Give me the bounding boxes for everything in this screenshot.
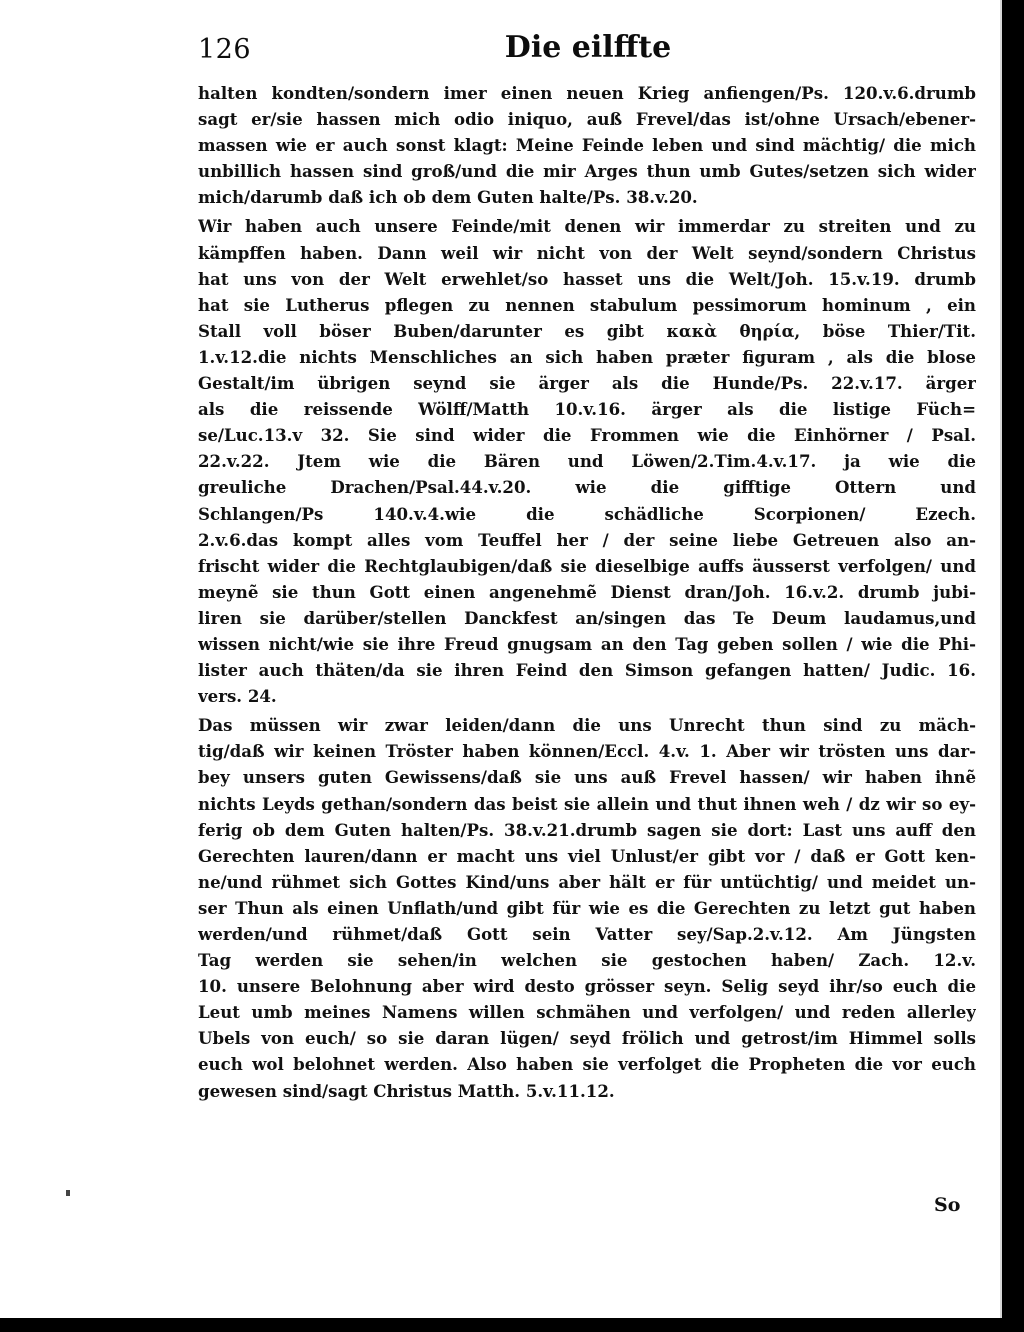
text-line: Schlangen/Ps 140.v.4.wie die schädliche Scorpionen/ Ezech. (198, 503, 976, 524)
text-line: als die reissende Wölff/Matth 10.v.16. ärger als die listige Füch= (198, 399, 976, 420)
text-line: ferig ob dem Guten halten/Ps. 38.v.21.drumb sagen sie dort: Last uns auff den (198, 819, 976, 840)
text-line: lister auch thäten/da sie ihren Feind den Simson gefangen hatten/ Judic. 16. (198, 660, 976, 681)
paragraph (198, 213, 976, 709)
text-line: 10. unsere Belohnung aber wird desto grösser seyn. Selig seyd ihr/so euch die (198, 976, 976, 997)
text-line: ser Thun als einen Unflath/und gibt für wie es die Gerechten zu letzt gut haben (198, 897, 976, 918)
text-line: se/Luc.13.v 32. Sie sind wider die Frommen wie die Einhörner / Psal. (198, 425, 976, 446)
text-line: unbillich hassen sind groß/und die mir Arges thun umb Gutes/setzen sich wider (198, 161, 976, 182)
text-line: kämpffen haben. Dann weil wir nicht von der Welt seynd/sondern Christus (198, 242, 976, 263)
text-line: 22.v.22. Jtem wie die Bären und Löwen/2.Tim.4.v.17. ja wie die (198, 451, 976, 472)
text-line: euch wol belohnet werden. Also haben sie verfolget die Propheten die vor euch (198, 1054, 976, 1075)
text-line: hat uns von der Welt erwehlet/so hasset uns die Welt/Joh. 15.v.19. drumb (198, 268, 976, 289)
text-line: vers. 24. (198, 686, 277, 707)
text-line: meynẽ sie thun Gott einen angenehmẽ Dienst dran/Joh. 16.v.2. drumb jubi- (198, 581, 976, 602)
text-line: greuliche Drachen/Psal.44.v.20. wie die gifftige Ottern und (198, 477, 976, 498)
text-line: Gerechten lauren/dann er macht uns viel Unlust/er gibt vor / daß er Gott ken- (198, 845, 976, 866)
text-line: mich/darumb daß ich ob dem Guten halte/Ps. 38.v.20. (198, 187, 698, 208)
margin-mark (66, 1190, 70, 1196)
text-line: massen wie er auch sonst klagt: Meine Feinde leben und sind mächtig/ die mich (198, 135, 976, 156)
text-line: liren sie darüber/stellen Danckfest an/singen das Te Deum laudamus,und (198, 607, 976, 628)
text-line: Ubels von euch/ so sie daran lügen/ seyd frölich und getrost/im Himmel solls (198, 1028, 976, 1049)
text-line: gewesen sind/sagt Christus Matth. 5.v.11.12. (198, 1080, 615, 1101)
text-line: ne/und rühmet sich Gottes Kind/uns aber hält er für untüchtig/ und meidet un- (198, 871, 976, 892)
text-line: halten kondten/sondern imer einen neuen Krieg anfiengen/Ps. 120.v.6.drumb (198, 83, 976, 103)
text-line: hat sie Lutherus pflegen zu nennen stabulum pessimorum hominum , ein (198, 294, 976, 315)
body-text (198, 80, 976, 1210)
page-number: 126 (198, 34, 252, 65)
text-line: wissen nicht/wie sie ihre Freud gnugsam an den Tag geben sollen / wie die Phi- (198, 633, 976, 654)
text-line: Tag werden sie sehen/in welchen sie gestochen haben/ Zach. 12.v. (198, 950, 976, 971)
text-line: Leut umb meines Namens willen schmähen und verfolgen/ und reden allerley (198, 1002, 976, 1023)
running-head: Die eilffte (504, 30, 672, 65)
text-line: frischt wider die Rechtglaubigen/daß sie dieselbige auffs äusserst verfolgen/ und (198, 555, 976, 576)
text-line: Stall voll böser Buben/darunter es gibt κακὰ θηρία, böse Thier/Tit. (198, 320, 976, 341)
text-line: Wir haben auch unsere Feinde/mit denen wir immerdar zu streiten und zu (198, 216, 976, 237)
paragraph (198, 80, 976, 210)
text-line: Das müssen wir zwar leiden/dann die uns Unrecht thun sind zu mäch- (198, 715, 976, 736)
text-line: sagt er/sie hassen mich odio iniquo, auß Frevel/das ist/ohne Ursach/ebener- (198, 109, 976, 130)
text-line: nichts Leyds gethan/sondern das beist sie allein und thut ihnen weh / dz wir so ey- (198, 793, 976, 814)
paragraph (198, 712, 976, 1103)
text-line: 2.v.6.das kompt alles vom Teuffel her / der seine liebe Getreuen also an- (198, 529, 976, 550)
page-header (198, 30, 978, 72)
text-line: werden/und rühmet/daß Gott sein Vatter sey/Sap.2.v.12. Am Jüngsten (198, 924, 976, 944)
text-line: bey unsers guten Gewissens/daß sie uns auß Frevel hassen/ wir haben ihnẽ (198, 767, 976, 788)
text-line: tig/daß wir keinen Tröster haben können/Eccl. 4.v. 1. Aber wir trösten uns dar- (198, 741, 976, 762)
catchword: So (934, 1194, 961, 1216)
text-line: Gestalt/im übrigen seynd sie ärger als die Hunde/Ps. 22.v.17. ärger (198, 373, 976, 394)
text-line: 1.v.12.die nichts Menschliches an sich haben præter figuram , als die blose (198, 346, 976, 367)
